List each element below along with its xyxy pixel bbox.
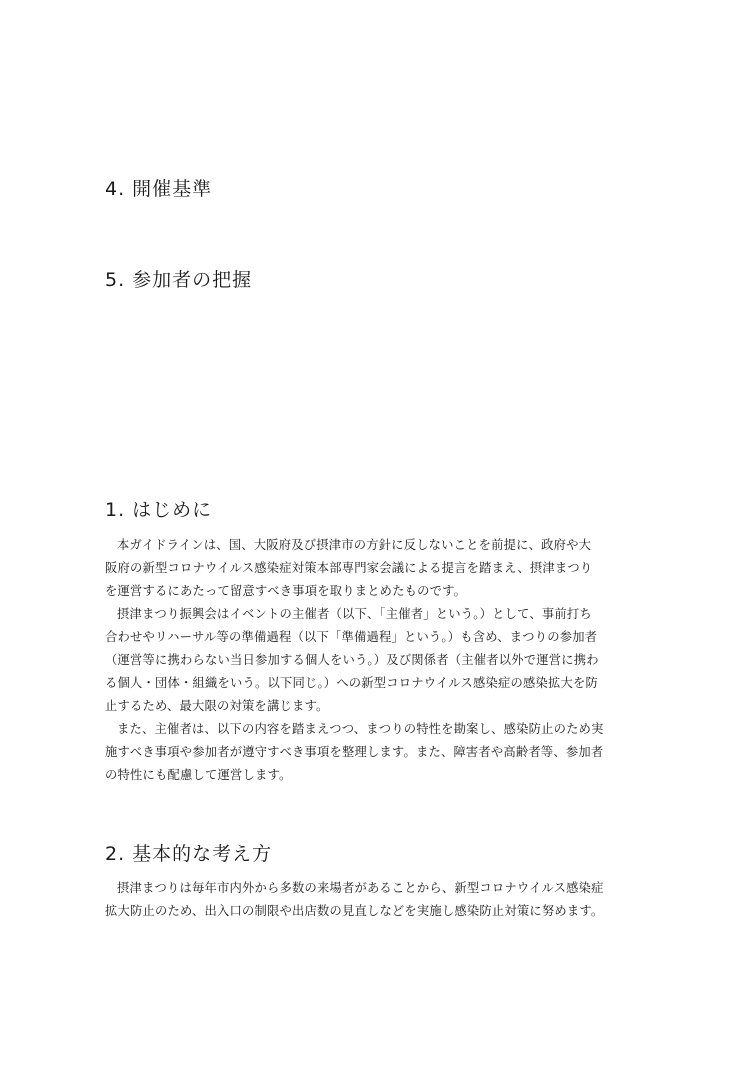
kihon-paragraph (105, 877, 650, 923)
text-line: 本ガイドラインは、国、大阪府及び摂津市の方針に反しないことを前提に、政府や大 (117, 538, 592, 552)
text-line: 拡大防止のため、出入口の制限や出店数の見直しなどを実施し感染防止対策に努めます。 (105, 904, 604, 918)
heading-sankasha-haaku: 5. 参加者の把握 (105, 269, 253, 291)
hajimeni-paragraph-1 (105, 534, 650, 603)
heading-kihon-kangaekata: 2. 基本的な考え方 (105, 843, 273, 865)
text-line: 阪府の新型コロナウイルス感染症対策本部専門家会議による提言を踏まえ、摂津まつり (105, 561, 593, 575)
text-line: （運営等に携わらない当日参加する個人をいう。）及び関係者（主催者以外で運営に携わ (105, 653, 599, 667)
text-line: を運営するにあたって留意すべき事項を取りまとめたものです。 (105, 584, 467, 598)
text-line: 摂津まつり振興会はイベントの主催者（以下、「主催者」という。）として、事前打ち (117, 607, 592, 621)
heading-kaisai-kijun: 4. 開催基準 (105, 178, 213, 200)
text-line: 止するため、最大限の対策を講じます。 (105, 699, 329, 713)
text-line: また、主催者は、以下の内容を踏まえつつ、まつりの特性を勘案し、感染防止のため実 (117, 722, 604, 736)
text-line: 施すべき事項や参加者が遵守すべき事項を整理します。また、障害者や高齢者等、参加者 (105, 745, 604, 759)
hajimeni-paragraph-3 (105, 718, 650, 787)
text-line: の特性にも配慮して運営します。 (105, 768, 292, 782)
hajimeni-body (105, 534, 650, 787)
kihon-body (105, 877, 650, 923)
text-line: 合わせやリハーサル等の準備過程（以下「準備過程」という。）も含め、まつりの参加者 (105, 630, 598, 644)
text-line: 摂津まつりは毎年市内外から多数の来場者があることから、新型コロナウイルス感染症 (117, 881, 604, 895)
hajimeni-paragraph-2 (105, 603, 650, 718)
heading-hajimeni: 1. はじめに (105, 499, 213, 521)
text-line: る個人・団体・組織をいう。以下同じ。）への新型コロナウイルス感染症の感染拡大を防 (105, 676, 598, 690)
